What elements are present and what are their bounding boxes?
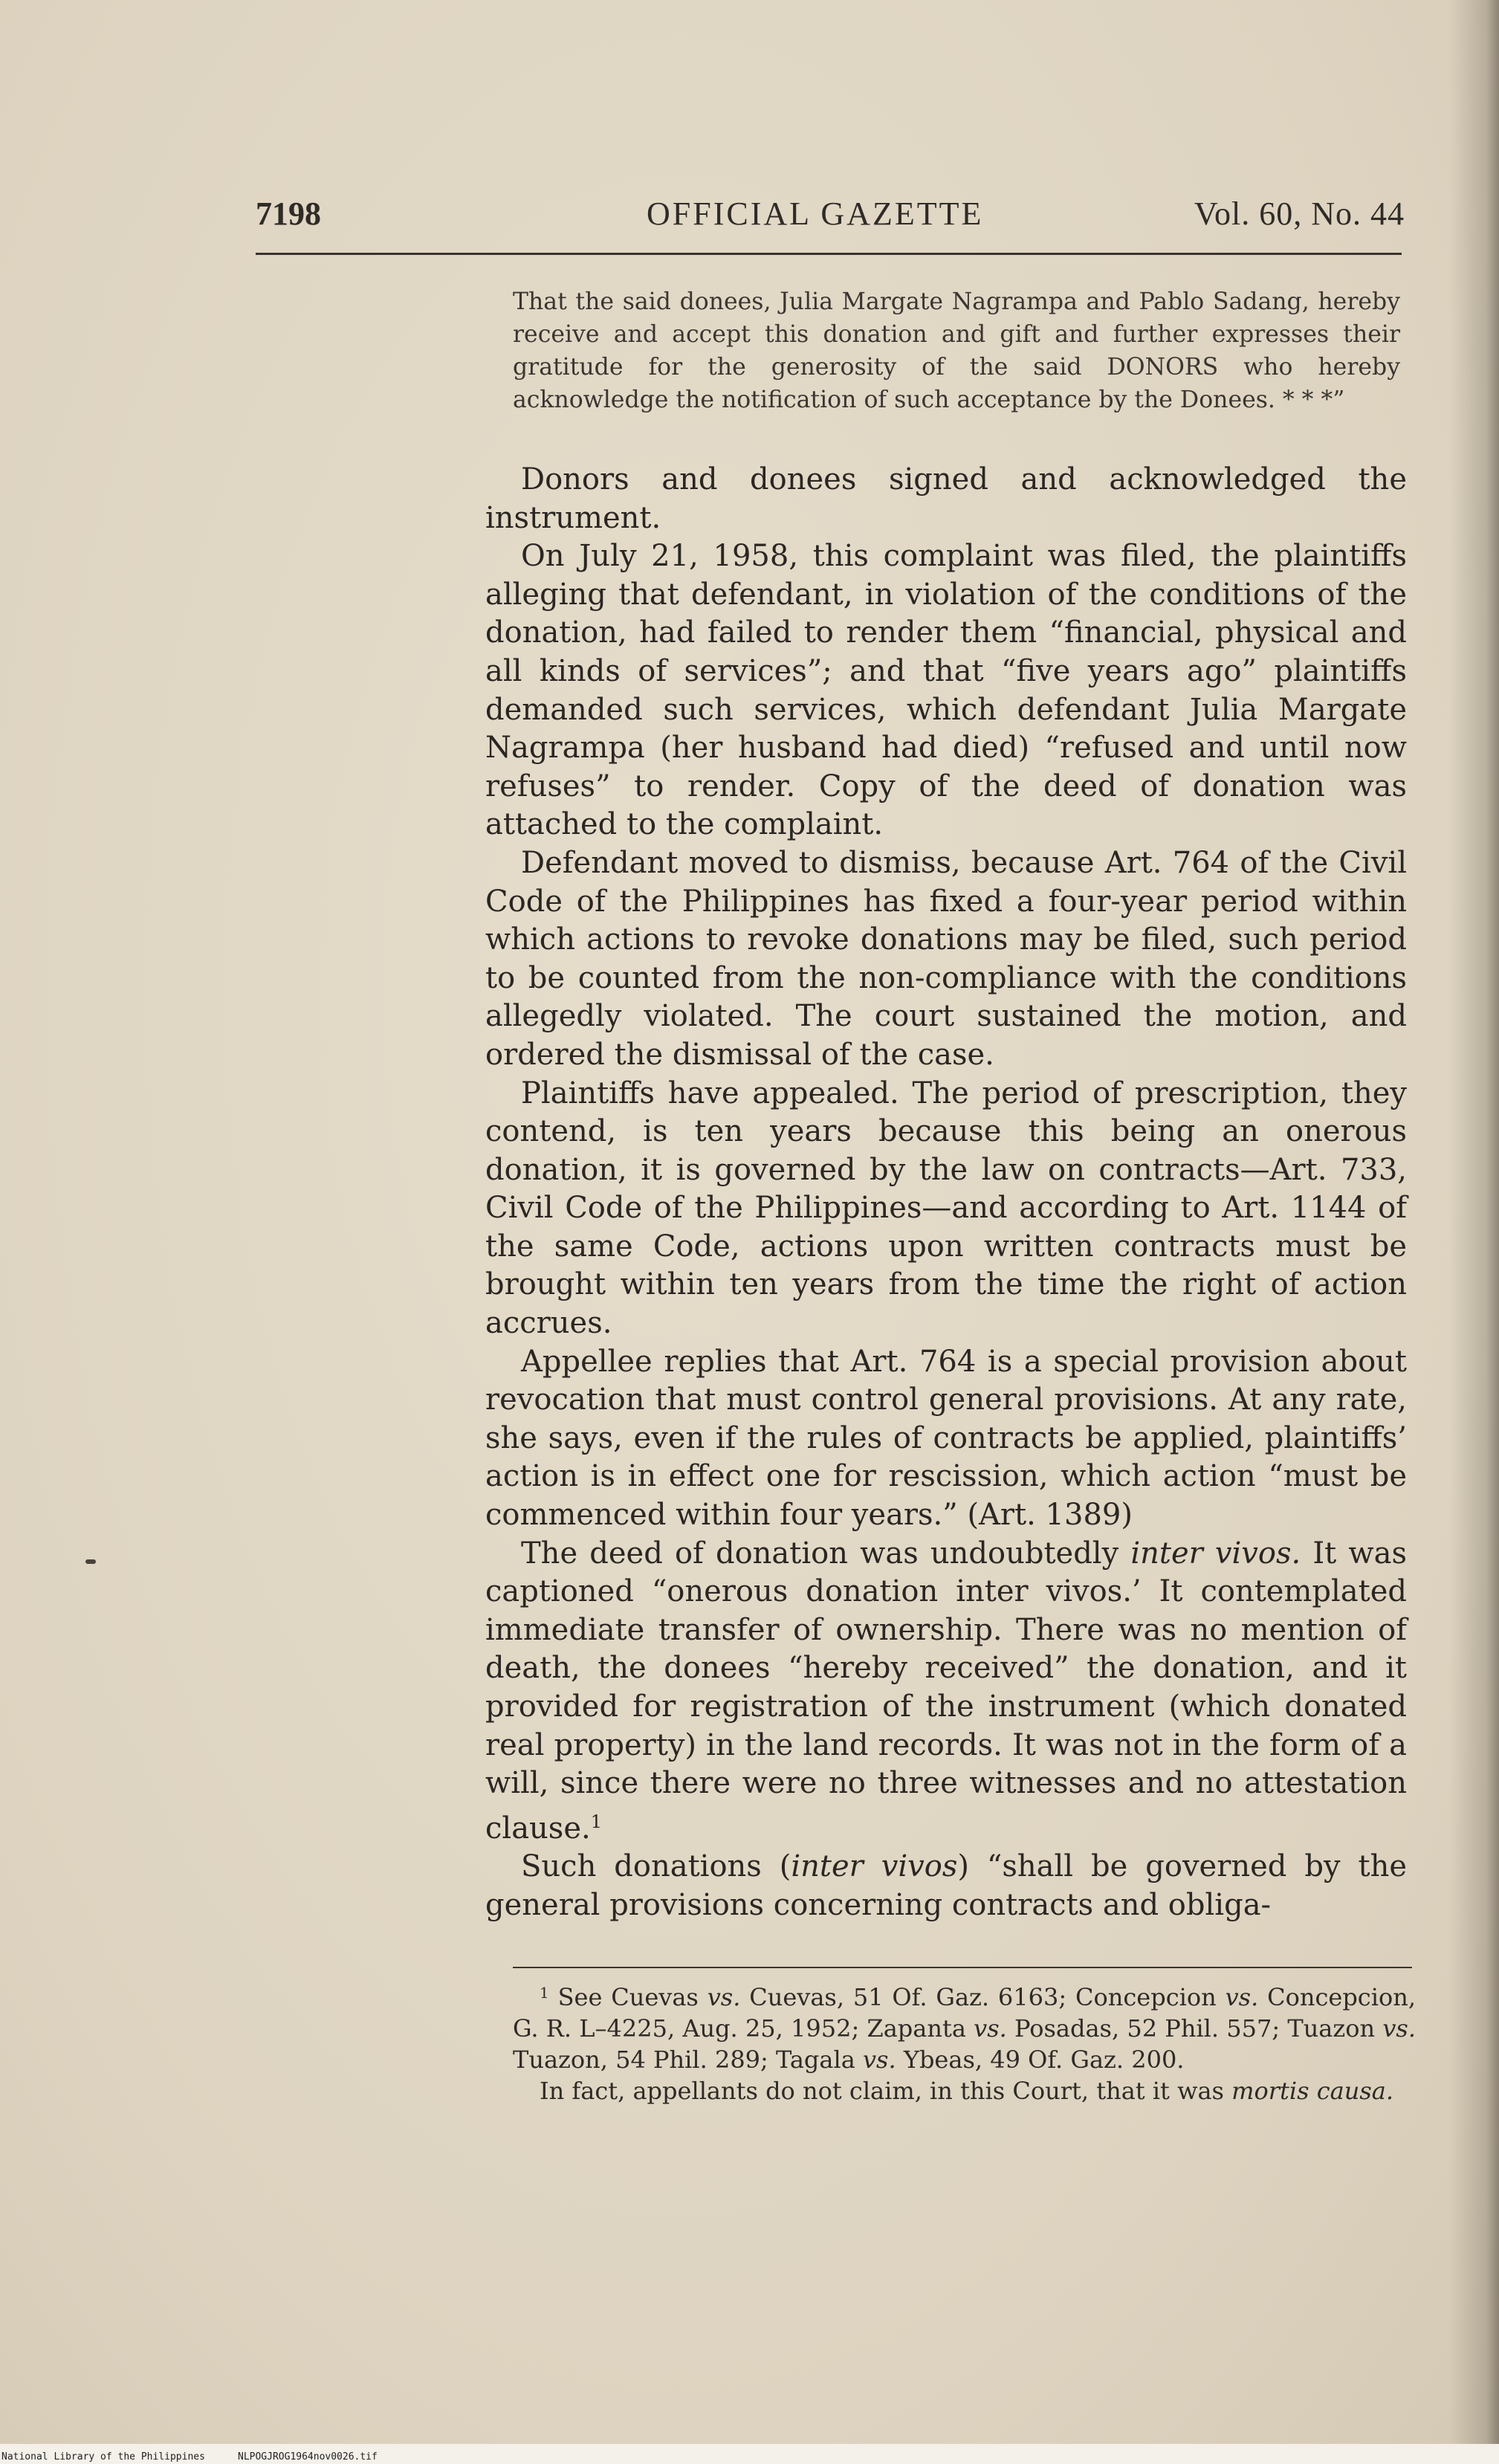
italic-text: vs.: [1225, 1983, 1259, 2011]
italic-text: inter vivos: [791, 1849, 958, 1884]
publication-title: OFFICIAL GAZETTE: [647, 195, 984, 232]
text-run: ) “shall be governed by the general provisions concerning contracts and obliga-: [485, 1849, 1407, 1922]
text-run: Tuazon, 54 Phil. 289; Tagala: [513, 2046, 863, 2074]
italic-text: vs.: [862, 2046, 896, 2074]
text-run: See Cuevas: [548, 1983, 708, 2011]
italic-text: vs.: [1382, 2014, 1417, 2043]
scan-footer-strip: [0, 2444, 1499, 2464]
text-run: The deed of donation was undoubtedly: [521, 1536, 1131, 1571]
paragraph: Appellee replies that Art. 764 is a special provision about revocation that must control general provisions. At any rate, she says, even if the rules of contracts be applied, plaintiffs’ action is in effect one for rescission, which action “must be commenced within four years.” (Art. 1389): [485, 1344, 1407, 1533]
italic-text: mortis causa.: [1231, 2077, 1393, 2105]
text-run: Concepcion, G. R. L–4225, Aug. 25, 1952; Zapanta: [513, 1983, 1417, 2043]
scan-source-label: National Library of the Philippines: [1, 2451, 205, 2463]
footnote-rule: [513, 1967, 1412, 1968]
paragraph: [485, 1535, 1407, 1849]
italic-text: inter vivos.: [1130, 1536, 1301, 1571]
body-text: [485, 461, 1407, 1925]
volume-issue: Vol. 60, No. 44: [1194, 195, 1405, 232]
quoted-deed-excerpt: That the said donees, Julia Margate Nagrampa and Pablo Sadang, hereby receive and accept this donation and gift and further expresses their gratitude for the generosity of the said DONORS who hereby acknowledge the notification of such acceptance by the Donees. * * *”: [513, 288, 1400, 413]
text-run: Cuevas, 51 Of. Gaz. 6163; Concepcion: [740, 1983, 1226, 2011]
footnotes: [513, 1977, 1416, 2106]
text-run: In fact, appellants do not claim, in this Court, that it was: [540, 2077, 1232, 2105]
page-number: 7198: [256, 195, 321, 232]
paragraph: On July 21, 1958, this complaint was filed, the plaintiffs alleging that defendant, in violation of the conditions of the donation, had failed to render them “financial, physical and all kinds of services”; and that “five years ago” plaintiffs demanded such services, which defendant Julia Margate Nagrampa (her husband had died) “refused and until now refuses” to render. Copy of the deed of donation was attached to the complaint.: [485, 539, 1407, 842]
paragraph: Defendant moved to dismiss, because Art. 764 of the Civil Code of the Philippines has fixed a four-year period within which actions to revoke donations may be filed, such period to be counted from the non-compliance with the conditions allegedly violated. The court sustained the motion, and ordered the dismissal of the case.: [485, 845, 1407, 1072]
text-run: It was captioned “onerous donation inter vivos.’ It contemplated immediate transfer of ownership. There was no mention of death, the donees “hereby received” the donation, and it provided for registration of the instrument (which donated real property) in the land records. It was not in the form of a will, since there were no three witnesses and no attestation clause.: [485, 1536, 1407, 1846]
italic-text: vs.: [707, 1983, 741, 2011]
header-rule: [256, 253, 1402, 255]
paragraph: Donors and donees signed and acknowledged the instrument.: [485, 462, 1407, 535]
running-header: [253, 195, 1405, 239]
text-run: Such donations (: [521, 1849, 791, 1884]
paragraph: [485, 1848, 1407, 1924]
paragraph: Plaintiffs have appealed. The period of prescription, they contend, is ten years because this being an onerous donation, it is governed by the law on contracts—Art. 733, Civil Code of the Philippines—and according to Art. 1144 of the same Code, actions upon written contracts must be brought within ten years from the time the right of action accrues.: [485, 1076, 1407, 1341]
footnote: [513, 1977, 1416, 2075]
text-run: Posadas, 52 Phil. 557; Tuazon: [1006, 2014, 1383, 2043]
scan-file-label: NLPOGJROG1964nov0026.tif: [238, 2451, 378, 2463]
footnote-number: 1: [540, 1984, 549, 2002]
footnote: [513, 2075, 1416, 2106]
italic-text: vs.: [974, 2014, 1007, 2043]
footnote-reference: 1: [590, 1811, 602, 1832]
text-run: Ybeas, 49 Of. Gaz. 200.: [896, 2046, 1185, 2074]
scan-speck: [85, 1559, 96, 1564]
